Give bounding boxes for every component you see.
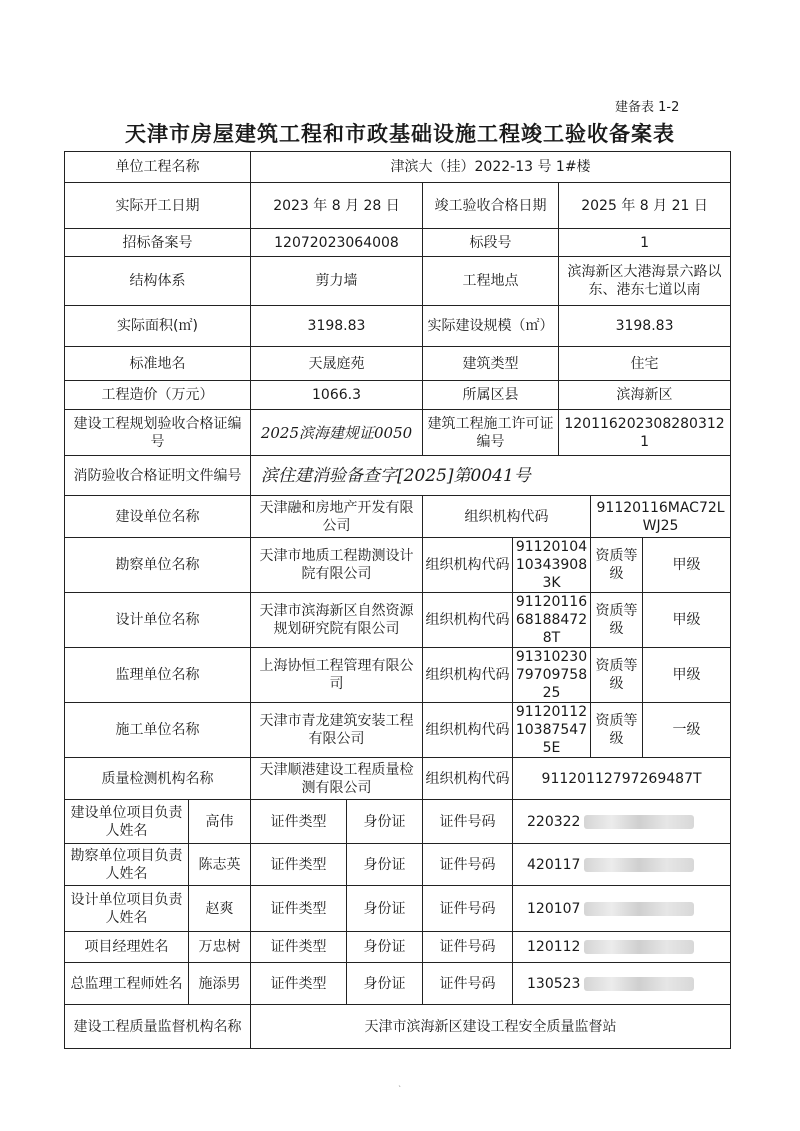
redaction-blur (584, 977, 694, 991)
label-design-qual: 资质等级 (591, 593, 643, 648)
label-structure: 结构体系 (65, 257, 251, 306)
person-row (65, 886, 731, 932)
value-construct-qual: 一级 (643, 703, 731, 758)
person-row (65, 844, 731, 886)
label-supervision: 建设工程质量监督机构名称 (65, 1005, 251, 1049)
value-survey-code: 91120104103439083K (513, 538, 591, 593)
value-supervise-qual: 甲级 (643, 648, 731, 703)
label-planning: 建设工程规划验收合格证编号 (65, 410, 251, 456)
scan-speck: ` (398, 1085, 402, 1094)
value-design-code: 91120116681884728T (513, 593, 591, 648)
person-row (65, 932, 731, 963)
label-start-date: 实际开工日期 (65, 183, 251, 229)
row-supervision (65, 1005, 731, 1049)
person-role: 总监理工程师姓名 (65, 963, 189, 1005)
person-id-no-label: 证件号码 (423, 844, 513, 886)
value-construct: 天津市青龙建筑安装工程有限公司 (251, 703, 423, 758)
label-testing-code: 组织机构代码 (423, 758, 513, 800)
person-id-type-label: 证件类型 (251, 932, 347, 963)
value-location: 滨海新区大港海景六路以东、港东七道以南 (559, 257, 731, 306)
redaction-blur (584, 815, 694, 829)
person-id-type-label: 证件类型 (251, 800, 347, 844)
row-start-date (65, 183, 731, 229)
label-location: 工程地点 (423, 257, 559, 306)
person-id-no-label: 证件号码 (423, 932, 513, 963)
label-cost: 工程造价（万元） (65, 381, 251, 410)
label-construct-code: 组织机构代码 (423, 703, 513, 758)
person-id-type-label: 证件类型 (251, 963, 347, 1005)
value-scale: 3198.83 (559, 306, 731, 347)
label-builder-code: 组织机构代码 (423, 496, 591, 538)
value-supervise: 上海协恒工程管理有限公司 (251, 648, 423, 703)
person-id-type-label: 证件类型 (251, 844, 347, 886)
page-title: 天津市房屋建筑工程和市政基础设施工程竣工验收备案表 (125, 122, 675, 146)
value-bid: 12072023064008 (251, 229, 423, 257)
person-id-type-label: 证件类型 (251, 886, 347, 932)
row-unit-project (65, 152, 731, 183)
value-building-type: 住宅 (559, 347, 731, 381)
label-survey-qual: 资质等级 (591, 538, 643, 593)
value-design-qual: 甲级 (643, 593, 731, 648)
value-testing: 天津顺港建设工程质量检测有限公司 (251, 758, 423, 800)
person-id-no-text: 120112 (527, 939, 581, 955)
row-construct (65, 703, 731, 758)
person-id-no (513, 932, 731, 963)
value-planning-handwritten: 2025滨海建规证0050 (251, 410, 423, 456)
label-building-type: 建筑类型 (423, 347, 559, 381)
label-supervise: 监理单位名称 (65, 648, 251, 703)
person-name: 高伟 (189, 800, 251, 844)
label-std-name: 标准地名 (65, 347, 251, 381)
person-id-type: 身份证 (347, 963, 423, 1005)
filing-table (64, 151, 731, 1049)
value-district: 滨海新区 (559, 381, 731, 410)
value-testing-code: 91120112797269487T (513, 758, 731, 800)
label-testing: 质量检测机构名称 (65, 758, 251, 800)
form-number: 建备表 1-2 (615, 100, 680, 115)
value-construct-code: 91120112103875475E (513, 703, 591, 758)
redaction-blur (584, 902, 694, 916)
redaction-blur (584, 858, 694, 872)
value-builder: 天津融和房地产开发有限公司 (251, 496, 423, 538)
person-id-no-label: 证件号码 (423, 963, 513, 1005)
person-id-no-text: 130523 (527, 975, 581, 992)
label-construct: 施工单位名称 (65, 703, 251, 758)
value-supervise-code: 913102307970975825 (513, 648, 591, 703)
redaction-blur (584, 940, 694, 954)
value-accept-date: 2025 年 8 月 21 日 (559, 183, 731, 229)
value-unit-project: 津滨大（挂）2022-13 号 1#楼 (251, 152, 731, 183)
person-id-no-text: 420117 (527, 856, 581, 873)
label-design: 设计单位名称 (65, 593, 251, 648)
value-survey-qual: 甲级 (643, 538, 731, 593)
person-id-type: 身份证 (347, 932, 423, 963)
person-name: 万忠树 (189, 932, 251, 963)
value-section: 1 (559, 229, 731, 257)
person-id-no (513, 844, 731, 886)
person-id-no (513, 800, 731, 844)
person-id-no-text: 120107 (527, 900, 581, 917)
person-role: 勘察单位项目负责人姓名 (65, 844, 189, 886)
row-fire (65, 456, 731, 496)
person-name: 陈志英 (189, 844, 251, 886)
label-design-code: 组织机构代码 (423, 593, 513, 648)
label-fire: 消防验收合格证明文件编号 (65, 456, 251, 496)
value-fire-handwritten: 滨住建消验备查字[2025]第0041号 (251, 456, 731, 496)
label-accept-date: 竣工验收合格日期 (423, 183, 559, 229)
person-id-type: 身份证 (347, 886, 423, 932)
row-structure (65, 257, 731, 306)
value-area: 3198.83 (251, 306, 423, 347)
label-construct-qual: 资质等级 (591, 703, 643, 758)
row-area (65, 306, 731, 347)
label-permit: 建筑工程施工许可证编号 (423, 410, 559, 456)
label-area: 实际面积(㎡) (65, 306, 251, 347)
person-id-type: 身份证 (347, 844, 423, 886)
person-role: 项目经理姓名 (65, 932, 189, 963)
person-name: 赵爽 (189, 886, 251, 932)
value-permit: 120116202308280312​1 (559, 410, 731, 456)
person-role: 设计单位项目负责人姓名 (65, 886, 189, 932)
value-std-name: 天晟庭苑 (251, 347, 423, 381)
label-survey-code: 组织机构代码 (423, 538, 513, 593)
label-unit-project: 单位工程名称 (65, 152, 251, 183)
person-name: 施添男 (189, 963, 251, 1005)
value-survey: 天津市地质工程勘测设计院有限公司 (251, 538, 423, 593)
row-planning (65, 410, 731, 456)
value-design: 天津市滨海新区自然资源规划研究院有限公司 (251, 593, 423, 648)
value-cost: 1066.3 (251, 381, 423, 410)
label-bid: 招标备案号 (65, 229, 251, 257)
label-builder: 建设单位名称 (65, 496, 251, 538)
row-cost (65, 381, 731, 410)
row-supervise (65, 648, 731, 703)
row-bid (65, 229, 731, 257)
person-id-type: 身份证 (347, 800, 423, 844)
person-row (65, 800, 731, 844)
row-builder (65, 496, 731, 538)
person-row (65, 963, 731, 1005)
row-testing (65, 758, 731, 800)
label-section: 标段号 (423, 229, 559, 257)
person-id-no (513, 963, 731, 1005)
person-id-no (513, 886, 731, 932)
value-start-date: 2023 年 8 月 28 日 (251, 183, 423, 229)
row-survey (65, 538, 731, 593)
label-district: 所属区县 (423, 381, 559, 410)
label-scale: 实际建设规模（㎡） (423, 306, 559, 347)
row-std-name (65, 347, 731, 381)
person-role: 建设单位项目负责人姓名 (65, 800, 189, 844)
label-survey: 勘察单位名称 (65, 538, 251, 593)
person-id-no-label: 证件号码 (423, 800, 513, 844)
label-supervise-qual: 资质等级 (591, 648, 643, 703)
value-supervision: 天津市滨海新区建设工程安全质量监督站 (251, 1005, 731, 1049)
value-builder-code: 91120116MAC72LWJ25 (591, 496, 731, 538)
person-id-no-text: 220322 (527, 813, 581, 830)
person-id-no-label: 证件号码 (423, 886, 513, 932)
value-structure: 剪力墙 (251, 257, 423, 306)
label-supervise-code: 组织机构代码 (423, 648, 513, 703)
row-design (65, 593, 731, 648)
